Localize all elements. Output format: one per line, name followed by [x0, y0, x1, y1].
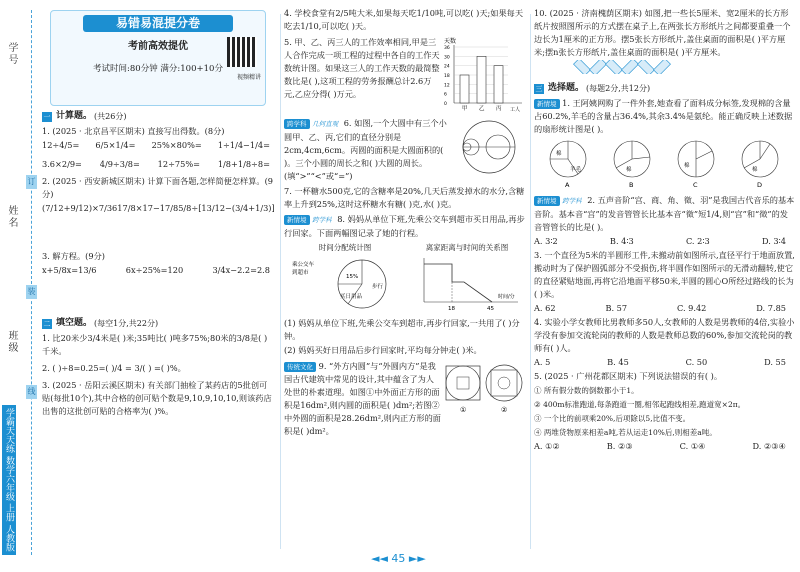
- section-title: 填空题。: [56, 318, 93, 328]
- y-tick-label: 12: [444, 83, 450, 89]
- tag-badge: 新情境: [284, 215, 310, 225]
- axis-tick: 45: [487, 306, 494, 312]
- option-label: D: [757, 181, 763, 189]
- statement: ② 400m标准跑道,每条跑道一圈,相邻起跑线相差,跑道宽×2π。: [534, 400, 746, 409]
- section-header: [534, 82, 796, 95]
- axis-tick: 18: [448, 306, 455, 312]
- section-score: (每空1分,共22分): [94, 319, 159, 328]
- expression: 6/5×1/4=: [95, 140, 136, 150]
- section-header: [42, 317, 274, 330]
- section-header: [42, 110, 274, 123]
- axis-label: 时间/分: [498, 294, 515, 300]
- expression: 1÷1/4−1/4=: [217, 140, 270, 150]
- statement: ③ 一个比的前项乘20%,后项除以5,比值不变。: [534, 414, 691, 423]
- student-id-label: 学号: [6, 42, 17, 66]
- expression: 12÷75%=: [157, 159, 200, 169]
- section-title: 计算题。: [56, 111, 93, 121]
- column-right: [534, 6, 796, 453]
- figure-row: [284, 241, 528, 316]
- pie-label: 乘公交车: [292, 262, 315, 268]
- question: (1) 妈妈从单位下班,先乘公交车到超市,再步行回家,一共用了( )分钟。: [284, 318, 520, 341]
- answer-space[interactable]: [42, 277, 274, 313]
- question-text: [284, 117, 454, 183]
- page-number: ◄◄ 45 ►►: [371, 552, 426, 565]
- chart-xlabel: 工人: [510, 107, 521, 113]
- bar-乙: [477, 56, 486, 103]
- question-text: [284, 213, 528, 240]
- y-tick-label: 24: [444, 64, 450, 70]
- equation: 3/4x−2.2=2.8: [212, 265, 270, 275]
- nested-circles-figure: [454, 117, 524, 177]
- column-middle: [284, 6, 528, 438]
- binding-marker: 订: [26, 175, 37, 189]
- option[interactable]: D. 7.85: [756, 303, 786, 313]
- pie-label: 买日用品: [340, 294, 363, 300]
- option[interactable]: C. ①④: [679, 441, 706, 451]
- pie-label: 棉: [684, 163, 690, 169]
- exam-subtitle: 考前高效提优: [128, 41, 188, 52]
- option-label: C: [693, 181, 698, 189]
- option[interactable]: C. 2∶3: [685, 236, 710, 246]
- pie-label: 步行: [372, 284, 384, 290]
- bar-丙: [494, 66, 503, 103]
- equation: x+5/8x=13/6: [42, 265, 97, 275]
- section-number: 一: [43, 112, 51, 121]
- options-row: [534, 235, 796, 248]
- option[interactable]: D. ②③④: [752, 441, 786, 451]
- question: 2. 五声音阶“宫、商、角、徵、羽”是我国古代音乐的基本音阶。基本音“宫”的发音管管长比基本音“徵”短1/4,则“宫”和“徵”的发音管管长的比是( )。: [534, 195, 795, 232]
- x-tick-label: 丙: [496, 106, 502, 112]
- tag-label: 跨学科: [562, 197, 582, 205]
- column-left: [42, 6, 274, 419]
- question: 1. (2025 · 北京昌平区期末) 直接写出得数。(8分): [42, 126, 225, 136]
- question: 2. (2025 · 西安新城区期末) 计算下面各题,怎样简便怎样算。(9分): [42, 176, 273, 199]
- section-title: 选择题。: [548, 83, 585, 93]
- question: 3. (2025 · 岳阳云溪区期末) 有关部门抽检了某药店的5批创可贴(每批10个),其中合格的创可贴个数是9,10,9,10,10,则该药店出售的这批创可贴的合格率为( )%。: [42, 380, 272, 416]
- statement: ④ 两堆货物原来相差a吨,若从运走10%后,则相差a吨。: [534, 428, 717, 437]
- expression: (7/12+9/12)×7/36: [42, 203, 118, 213]
- expression-row: [42, 158, 274, 171]
- question: 1. 王阿姨网购了一件外套,她查看了面料成分标签,发现棉的含量占60.2%,羊毛的含量占36.4%,其余3.4%是氨纶。能正确反映上述数据的扇形统计图是( )。: [534, 98, 793, 134]
- title-banner: [50, 10, 266, 106]
- question: 2. ( )÷8=0.25=( )/4 = 3/( ) =( )%。: [42, 363, 186, 373]
- question: 9. “外方内圆”与“外圆内方”是我国古代建筑中常见的设计,其中蕴含了为人处世的朴素道理。如图①中外面正方形的面积是16dm²,则内圆的面积是( )dm²;若图②中外圆的面积是28.26dm²,则内正方形的面积是( )dm²。: [284, 361, 441, 436]
- x-tick-label: 甲: [462, 106, 468, 112]
- exam-meta: 考试时间:80分钟 满分:100+10分: [93, 64, 223, 74]
- section-number: 二: [43, 319, 51, 328]
- tag-badge: 传统文化: [284, 362, 316, 372]
- section-score: (共26分): [94, 112, 127, 121]
- option[interactable]: A. 3∶2: [534, 236, 558, 246]
- square-circle-figures: [442, 360, 526, 416]
- question-text: [284, 360, 442, 438]
- pie-label: 棉: [752, 167, 758, 173]
- class-label: 班级: [6, 330, 17, 354]
- expression: 25%×80%=: [151, 140, 202, 150]
- question: 6. 如图,一个大圆中有三个小圆甲、乙、丙,它们的直径分别是2cm,4cm,6cm。丙圆的面积是大圆面积的( )。三个小圆的周长之和( )大圆的周长。(填“>”“<”或“=”): [284, 118, 447, 181]
- option[interactable]: D. 55: [764, 357, 786, 367]
- rectangles-chain-figure: [534, 60, 734, 74]
- qr-caption: 视频精讲: [236, 74, 261, 81]
- bar-甲: [460, 75, 469, 103]
- expression: 5/8÷[13/12−(3/4+1/3)]: [178, 203, 275, 213]
- expression-row: [42, 139, 274, 152]
- series-brand: 学霸天天练 数学六年级 上册 人教版: [2, 405, 16, 555]
- question: 3. 解方程。(9分): [42, 251, 105, 261]
- option-label: A: [565, 181, 570, 189]
- pie-label: 到超市: [292, 270, 309, 276]
- figure-label: ①: [460, 406, 467, 414]
- question: 10. (2025 · 济南槐荫区期末) 如图,把一些长5厘米、宽2厘米的长方形纸片按照图所示的方式摆在桌子上,在两张长方形纸片之间都要重叠一个边长为1厘米的正方形。摆5张长方形纸片,盖住桌面的面积是( )平方厘米;摆n张长方形纸片,盖住桌面的面积是( )平方厘米。: [534, 8, 791, 57]
- tag-badge: 跨学科: [284, 119, 310, 129]
- expression: 12÷4/5=: [42, 140, 80, 150]
- binding-margin: [0, 0, 40, 572]
- option[interactable]: A. 5: [534, 357, 551, 367]
- exam-title: 易错易混提分卷: [83, 15, 233, 32]
- tag-label: 跨学科: [312, 216, 332, 224]
- option[interactable]: B. 45: [607, 357, 629, 367]
- pie-options-figure[interactable]: [534, 137, 792, 189]
- pie-label: 15%: [346, 274, 359, 280]
- tag-label: 几何直观: [312, 120, 339, 128]
- question-block: [284, 360, 528, 438]
- option[interactable]: A. ①②: [534, 441, 560, 451]
- workdays-bar-chart: [442, 35, 526, 115]
- question: 4. 实验小学女教师比男教师多50人,女教师的人数是男教师的4倍,实验小学没有参加交流轮岗的教师的人数是教师总数的60%,参加交流轮岗的教师有( )人。: [534, 317, 795, 353]
- equation: 6x÷25%=120: [125, 265, 184, 275]
- column-divider: [530, 14, 531, 549]
- pie-label: 羊毛: [570, 167, 582, 173]
- question: 3. 一个直径为5米的半圆形工件,未搬动前如图所示,直径平行于地面放置,搬动时为了保护圆弧部分不受损伤,将半圆作如图所示的无滑动翻转,使它的直径紧贴地面,再将它沿地面平移50米,半圆的圆心O所经过路线的长为( )米。: [534, 250, 795, 299]
- option[interactable]: A. 62: [534, 303, 556, 313]
- figure-label: ②: [501, 406, 508, 414]
- pie-label: 棉: [626, 167, 632, 173]
- qr-code-icon[interactable]: [227, 37, 257, 67]
- y-tick-label: 6: [444, 92, 447, 98]
- column-divider: [280, 14, 281, 549]
- question: 7. 一杯糖水500克,它的含糖率是20%,几天后蒸发掉水的水分,含糖率上升到25%,这时这杯糖水有糖( )克,水( )克。: [284, 186, 525, 209]
- option[interactable]: B. 57: [605, 303, 628, 313]
- options-row: [534, 302, 796, 315]
- tag-badge: 新情境: [534, 99, 560, 109]
- pie-figure: [290, 241, 400, 316]
- expression-row: [42, 202, 274, 215]
- line-figure: [412, 241, 522, 316]
- section-score: (每题2分,共12分): [586, 84, 651, 93]
- option[interactable]: B. 4∶3: [609, 236, 634, 246]
- y-tick-label: 0: [444, 102, 447, 107]
- tag-badge: 新情境: [534, 196, 560, 206]
- figure-title: 时间分配统计图: [318, 243, 372, 252]
- name-label: 姓名: [6, 205, 17, 229]
- expression: 17/8×17−17/8: [117, 203, 179, 213]
- y-tick-label: 18: [444, 74, 450, 79]
- question-text: [534, 194, 796, 234]
- option[interactable]: C. 9.42: [676, 303, 707, 313]
- distance-time-chart: [412, 254, 522, 312]
- time-pie-chart: [290, 254, 400, 312]
- x-tick-label: 乙: [479, 106, 485, 112]
- cut-line: [31, 10, 32, 555]
- question-block: [284, 35, 528, 115]
- question: 8. 妈妈从单位下班,先乘公交车到超市买日用品,再步行回家。下面两幅图记录了她的行程。: [284, 214, 525, 238]
- y-tick-label: 30: [444, 55, 450, 61]
- pie-label: 棉: [556, 151, 562, 157]
- binding-marker: 线: [26, 385, 37, 399]
- chart-ylabel: 天数: [444, 38, 457, 45]
- expression: 4/9÷3/8=: [99, 159, 140, 169]
- option[interactable]: D. 3∶4: [761, 236, 786, 246]
- question-text: [534, 97, 796, 136]
- question: 1. 比20米少3/4米是( )米;35吨比( )吨多75%;80米的3/8是( )千米。: [42, 333, 268, 356]
- option[interactable]: B. ②③: [606, 441, 633, 451]
- question: 5. 甲、乙、丙三人的工作效率相同,甲是三人合作完成一项工程的过程中各自的工作天数统计图。如果这三人的工作天数的最简整数比是( ),这项工程的劳务报酬总计2.6万元,乙应分得( )万元。: [284, 37, 440, 99]
- statement: ① 所有假分数的倒数都小于1。: [534, 386, 639, 395]
- question: 4. 学校食堂有2/5吨大米,如果每天吃1/10吨,可以吃( )天;如果每天吃去1/10,可以吃( )天。: [284, 8, 524, 31]
- question-block: [284, 117, 528, 183]
- options-row: [534, 440, 796, 453]
- expression: 3.6×2/9=: [42, 159, 82, 169]
- binding-marker: 装: [26, 285, 37, 299]
- option[interactable]: C. 50: [685, 357, 708, 367]
- answer-space[interactable]: [42, 215, 274, 249]
- expression: 1/8+1/8÷8=: [217, 159, 270, 169]
- expression-row: [42, 264, 274, 277]
- option-label: B: [629, 181, 634, 189]
- section-number: 三: [535, 84, 543, 93]
- question: (2) 妈妈买好日用品后步行回家时,平均每分钟走( )米。: [284, 345, 482, 355]
- options-row: [534, 356, 796, 369]
- figure-title: 离家距离与时间的关系图: [425, 243, 509, 252]
- question: 5. (2025 · 广州花都区期末) 下列说法错误的有( )。: [534, 371, 723, 381]
- y-tick-label: 36: [444, 46, 450, 51]
